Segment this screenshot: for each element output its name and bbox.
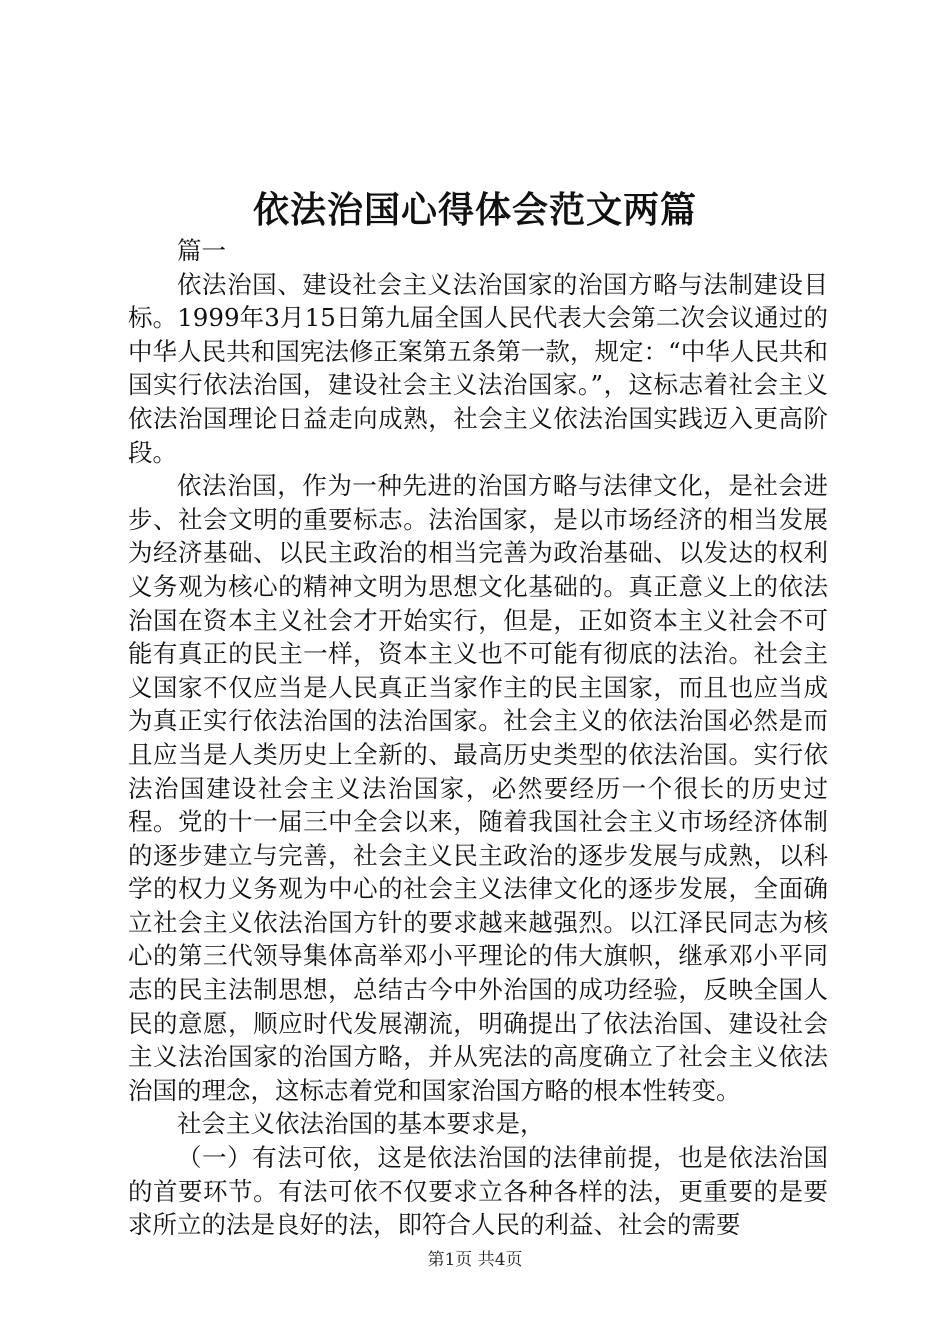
paragraph-4: （一）有法可依，这是依法治国的法律前提，也是依法治国的首要环节。有法可依不仅要求立各种各样的法，更重要的是要求所立的法是良好的法，即符合人民的利益、社会的需要 bbox=[128, 1143, 828, 1240]
paragraph-2: 依法治国，作为一种先进的治国方略与法律文化，是社会进步、社会文明的重要标志。法治国家，是以市场经济的相当发展为经济基础、以民主政治的相当完善为政治基础、以发达的权利义务观为核心的精神文明为思想文化基础的。真正意义上的依法治国在资本主义社会才开始实行，但是，正如资本主义社会不可能有真正的民主一样，资本主义也不可能有彻底的法治。社会主义国家不仅应当是人民真正当家作主的民主国家，而且也应当成为真正实行依法治国的法治国家。社会主义的依法治国必然是而且应当是人类历史上全新的、最高历史类型的依法治国。实行依法治国建设社会主义法治国家，必然要经历一个很长的历史过程。党的十一届三中全会以来，随着我国社会主义市场经济体制的逐步建立与完善，社会主义民主政治的逐步发展与成熟，以科学的权力义务观为中心的社会主义法律文化的逐步发展，全面确立社会主义依法治国方针的要求越来越强烈。以江泽民同志为核心的第三代领导集体高举邓小平理论的伟大旗帜，继承邓小平同志的民主法制思想，总结古今中外治国的成功经验，反映全国人民的意愿，顺应时代发展潮流，明确提出了依法治国、建设社会主义法治国家的治国方略，并从宪法的高度确立了社会主义依法治国的理念，这标志着党和国家治国方略的根本性转变。 bbox=[128, 471, 828, 1105]
section-label: 篇一 bbox=[177, 236, 226, 265]
page-footer: 第1页 共4页 bbox=[427, 1250, 523, 1270]
paragraph-1: 依法治国、建设社会主义法治国家的治国方略与法制建设目标。1999年3月15日第九届全国人民代表大会第二次会议通过的中华人民共和国宪法修正案第五条第一款，规定：“中华人民共和国实行依法治国，建设社会主义法治国家。”，这标志着社会主义依法治国理论日益走向成熟，社会主义依法治国实践迈入更高阶段。 bbox=[128, 269, 828, 467]
paragraph-3: 社会主义依法治国的基本要求是， bbox=[177, 1109, 545, 1139]
document-body bbox=[128, 234, 828, 1242]
document-title: 依法治国心得体会范文两篇 bbox=[252, 189, 697, 231]
